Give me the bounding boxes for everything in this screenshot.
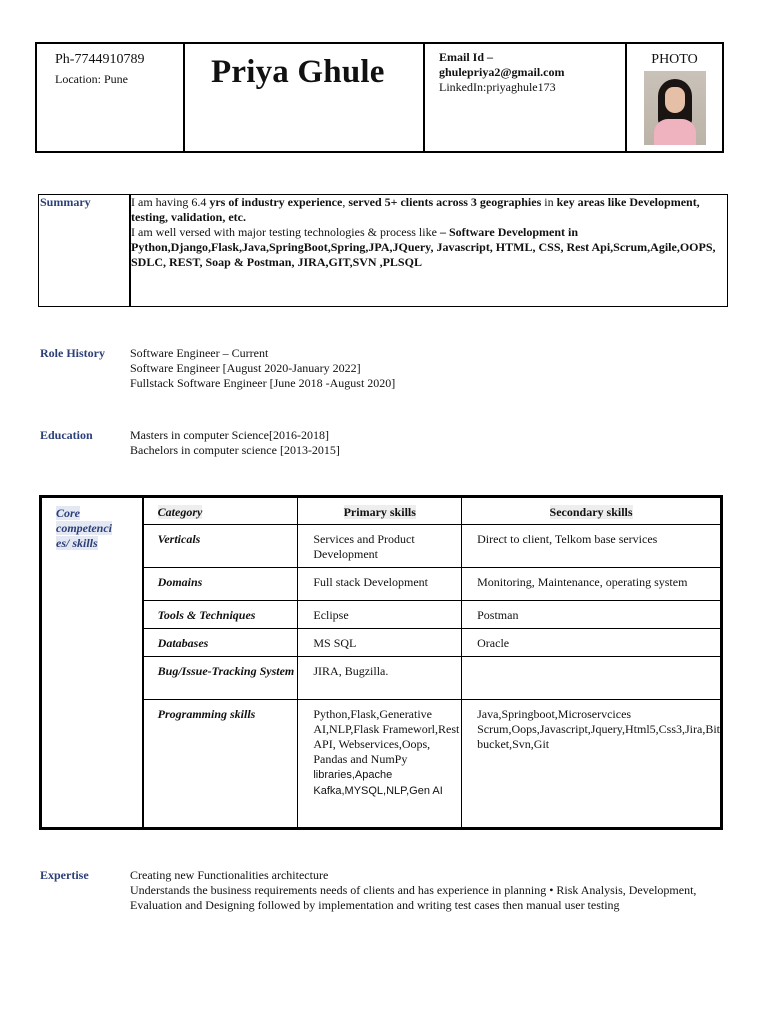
summary-label: Summary (39, 195, 131, 306)
secondary-cell: Oracle (462, 629, 721, 657)
secondary-cell (462, 657, 721, 700)
category-header: Category (143, 498, 298, 525)
category-cell: Tools & Techniques (143, 601, 298, 629)
role-item: Software Engineer [August 2020-January 2022] (130, 361, 361, 375)
summary-text (131, 195, 727, 306)
summary-text-part: in (541, 195, 557, 209)
resume-header (35, 42, 724, 153)
expertise-text-part: Understands the business requirements needs of clients and has experience in planning (130, 883, 550, 897)
table-row (42, 601, 721, 629)
summary-text-part: , (342, 195, 349, 209)
summary-text-part: I am having 6.4 (131, 195, 210, 209)
expertise-line: Creating new Functionalities architecture (130, 868, 329, 882)
secondary-cell: Java,Springboot,Microservcices Scrum,Oops,Javascript,Jquery,Html5,Css3,Jira,Bit bucket,Svn,Git (462, 700, 721, 828)
summary-text-bold: served 5+ clients across 3 geographies (348, 195, 542, 209)
contact-cell (37, 44, 185, 151)
candidate-name: Priya Ghule (211, 54, 385, 90)
phone-number: Ph-7744910789 (55, 52, 145, 67)
table-row (42, 700, 721, 828)
name-cell (185, 44, 425, 151)
summary-text-bold: yrs of industry experience (209, 195, 343, 209)
profile-photo (644, 71, 706, 145)
bullet-icon: • (549, 883, 554, 897)
education-item: Bachelors in computer science [2013-2015] (130, 443, 340, 457)
primary-cell: Full stack Development (298, 568, 462, 601)
category-cell: Databases (143, 629, 298, 657)
category-cell: Programming skills (143, 700, 298, 828)
secondary-cell: Postman (462, 601, 721, 629)
table-row (42, 525, 721, 568)
primary-cell-text-sans: libraries,Apache Kafka,MYSQL,NLP,Gen AI (313, 769, 443, 797)
primary-skills-header: Primary skills (298, 498, 462, 525)
summary-text-bold: key areas like Development, testing, validation, etc. (131, 195, 700, 224)
summary-text-bold: – Software Development in Python,Django,Flask,Java,SpringBoot,Spring,JPA,JQuery, Javascript, HTML, CSS, Rest Api,Scrum,Agile,OOPS, SDLC, REST, Soap & Postman, JIRA,GIT,SVN ,PLSQL (131, 225, 716, 269)
primary-cell: Eclipse (298, 601, 462, 629)
table-row (42, 657, 721, 700)
expertise-text-part: Risk Analysis, Development, Evaluation and Designing followed by implementation and writing test cases then manual user testing (130, 883, 697, 912)
photo-cell (627, 44, 722, 151)
role-item: Software Engineer – Current (130, 346, 269, 360)
role-item: Fullstack Software Engineer [June 2018 -August 2020] (130, 376, 396, 390)
secondary-cell: Monitoring, Maintenance, operating system (462, 568, 721, 601)
skills-table (39, 495, 723, 830)
secondary-skills-header: Secondary skills (462, 498, 721, 525)
education-label: Education (40, 428, 93, 442)
role-history-list (130, 346, 395, 391)
secondary-cell: Direct to client, Telkom base services (462, 525, 721, 568)
core-competencies-label: Core competenci es/ skills (42, 498, 143, 828)
category-cell: Verticals (143, 525, 298, 568)
photo-label: PHOTO (651, 52, 698, 67)
location: Location: Pune (55, 72, 128, 86)
primary-cell: JIRA, Bugzilla. (298, 657, 462, 700)
category-cell: Bug/Issue-Tracking System (143, 657, 298, 700)
email-cell (425, 44, 627, 151)
summary-box (38, 194, 728, 307)
email-label: Email Id – (439, 50, 494, 64)
expertise-text (130, 868, 730, 913)
education-list (130, 428, 340, 458)
primary-cell: MS SQL (298, 629, 462, 657)
summary-text-part: I am well versed with major testing technologies & process like (131, 225, 440, 239)
primary-cell-text: Python,Flask,Generative AI,NLP,Flask Frameworl,Rest API, Webservices,Oops, Pandas and NumPy (313, 707, 460, 766)
table-row (42, 568, 721, 601)
table-row (42, 629, 721, 657)
education-item: Masters in computer Science[2016-2018] (130, 428, 329, 442)
primary-cell (298, 700, 462, 828)
expertise-line (130, 883, 730, 913)
linkedin-handle: LinkedIn:priyaghule173 (439, 80, 556, 94)
role-history-label: Role History (40, 346, 105, 360)
primary-cell: Services and Product Development (298, 525, 462, 568)
category-cell: Domains (143, 568, 298, 601)
expertise-label: Expertise (40, 868, 89, 882)
email-address: ghulepriya2@gmail.com (439, 65, 565, 79)
